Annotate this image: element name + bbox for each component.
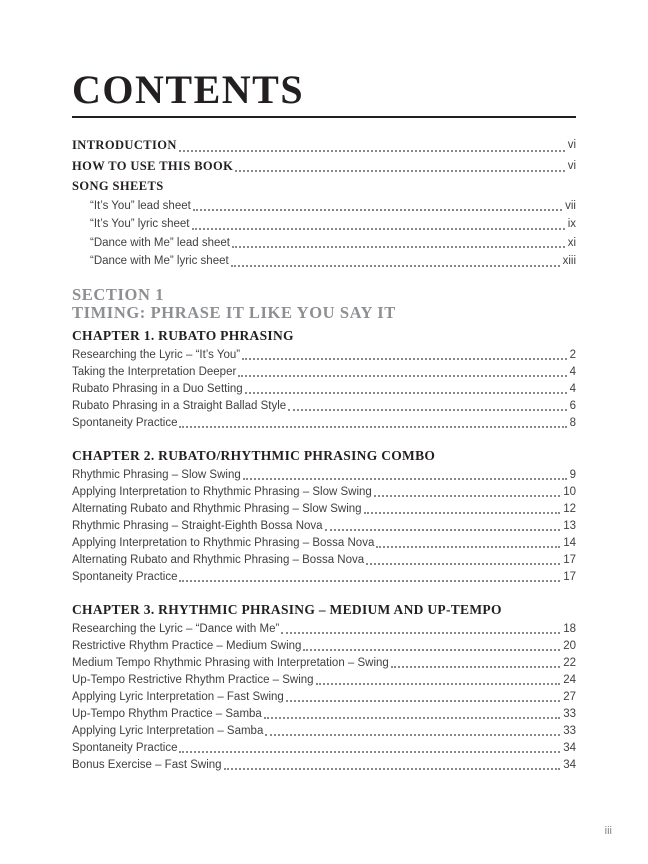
- toc-entry-page: ix: [567, 218, 576, 230]
- toc-entry-page: 20: [563, 639, 576, 652]
- dotted-leader: [235, 170, 564, 172]
- dotted-leader: [192, 228, 565, 230]
- toc-entry: [72, 723, 576, 740]
- title-rule: [72, 116, 576, 118]
- dotted-leader: [193, 209, 562, 211]
- dotted-leader: [243, 478, 567, 480]
- toc-entry-page: xi: [567, 236, 576, 249]
- toc-entry-label: SONG SHEETS: [72, 179, 164, 193]
- dotted-leader: [179, 426, 566, 428]
- dotted-leader: [286, 700, 560, 702]
- toc-entry-label: Applying Lyric Interpretation – Fast Swing: [72, 690, 284, 703]
- dotted-leader: [179, 580, 560, 582]
- front-matter-list: [72, 135, 576, 271]
- dotted-leader: [325, 529, 561, 531]
- toc-entry-label: Rhythmic Phrasing – Slow Swing: [72, 468, 241, 481]
- chapter-block: [72, 600, 576, 774]
- toc-entry-page: 27: [563, 690, 576, 703]
- toc-entry-page: 6: [569, 399, 576, 412]
- chapter-title: CHAPTER 3. RHYTHMIC PHRASING – MEDIUM AND UP-TEMPO: [72, 601, 502, 617]
- toc-entry-page: 18: [563, 622, 576, 635]
- toc-entry: [72, 621, 576, 638]
- toc-entry-label: Up-Tempo Restrictive Rhythm Practice – Swing: [72, 673, 314, 686]
- toc-entry-page: vi: [567, 139, 576, 151]
- toc-entry-label: “Dance with Me” lyric sheet: [90, 255, 229, 267]
- toc-entry-label: “It’s You” lead sheet: [90, 199, 191, 212]
- dotted-leader: [179, 751, 560, 753]
- toc-entry-label: “It’s You” lyric sheet: [90, 218, 190, 230]
- toc-entry: [72, 381, 576, 398]
- dotted-leader: [264, 717, 560, 719]
- section-heading: [72, 286, 576, 322]
- toc-entry: [72, 535, 576, 552]
- chapter-title: CHAPTER 1. RUBATO PHRASING: [72, 327, 294, 343]
- toc-entry-label: Taking the Interpretation Deeper: [72, 365, 237, 378]
- toc-entry-page: 13: [563, 519, 576, 532]
- page-title: CONTENTS: [72, 67, 305, 112]
- toc-entry: [72, 706, 576, 723]
- dotted-leader: [376, 546, 560, 548]
- toc-entry-label: “Dance with Me” lead sheet: [90, 236, 230, 249]
- toc-entry-page: xiii: [562, 255, 576, 267]
- dotted-leader: [245, 392, 567, 394]
- toc-entry-label: Medium Tempo Rhythmic Phrasing with Interpretation – Swing: [72, 656, 389, 669]
- toc-entry-label: Researching the Lyric – “Dance with Me”: [72, 622, 280, 635]
- toc-entry: [72, 569, 576, 586]
- dotted-leader: [238, 375, 566, 377]
- toc-entry-label: Alternating Rubato and Rhythmic Phrasing – Bossa Nova: [72, 553, 365, 566]
- dotted-leader: [232, 246, 565, 248]
- chapter-block: [72, 326, 576, 432]
- toc-entry: [72, 415, 576, 432]
- section-title: TIMING: PHRASE IT LIKE YOU SAY IT: [72, 302, 396, 322]
- toc-entry-label: Rubato Phrasing in a Duo Setting: [72, 382, 243, 395]
- dotted-leader: [265, 734, 560, 736]
- dotted-leader: [242, 358, 566, 360]
- toc-entry: [72, 467, 576, 484]
- dotted-leader: [179, 150, 565, 152]
- toc-entry-label: INTRODUCTION: [72, 138, 177, 152]
- toc-entry: [72, 234, 576, 253]
- dotted-leader: [374, 495, 560, 497]
- toc-entry: [72, 215, 576, 234]
- dotted-leader: [231, 265, 560, 267]
- page-folio: iii: [604, 825, 612, 837]
- toc-entry: [72, 672, 576, 689]
- toc-entry: [72, 655, 576, 672]
- toc-entry: [72, 156, 576, 177]
- toc-entry: [72, 347, 576, 364]
- toc-entry-page: 34: [563, 741, 576, 754]
- toc-entry-label: Researching the Lyric – “It’s You”: [72, 348, 241, 361]
- toc-entry-label: HOW TO USE THIS BOOK: [72, 158, 234, 173]
- toc-entry-label: Rhythmic Phrasing – Straight-Eighth Bossa Nova: [72, 519, 323, 532]
- toc-entry: [72, 398, 576, 415]
- toc-entry-page: 9: [569, 468, 576, 481]
- chapter-list: [72, 326, 576, 774]
- toc-entry-label: Spontaneity Practice: [72, 741, 178, 754]
- dotted-leader: [281, 632, 560, 634]
- toc-entry-page: 33: [563, 707, 576, 720]
- toc-entry-label: Applying Lyric Interpretation – Samba: [72, 724, 264, 737]
- toc-entry-page: 8: [569, 416, 576, 429]
- toc-entry-page: 2: [569, 348, 576, 361]
- toc-entry-page: 17: [563, 570, 576, 583]
- chapter-entry-list: [72, 467, 576, 586]
- toc-entry: [72, 689, 576, 706]
- chapter-entry-list: [72, 621, 576, 774]
- toc-entry: [72, 638, 576, 655]
- toc-entry-page: 10: [563, 485, 576, 498]
- toc-entry: [72, 740, 576, 757]
- toc-entry-page: vii: [565, 199, 576, 212]
- toc-entry: [72, 252, 576, 271]
- toc-entry-page: 33: [563, 724, 576, 737]
- toc-entry-page: 12: [563, 502, 576, 515]
- chapter-block: [72, 446, 576, 586]
- toc-entry: [72, 176, 576, 197]
- dotted-leader: [288, 409, 566, 411]
- toc-entry: [72, 757, 576, 774]
- toc-entry-page: 34: [563, 758, 576, 771]
- toc-entry-label: Applying Interpretation to Rhythmic Phrasing – Bossa Nova: [72, 536, 375, 549]
- dotted-leader: [391, 666, 560, 668]
- toc-entry-label: Bonus Exercise – Fast Swing: [72, 758, 222, 771]
- toc-entry-label: Applying Interpretation to Rhythmic Phrasing – Slow Swing: [72, 485, 372, 498]
- toc-entry-label: Spontaneity Practice: [72, 570, 178, 583]
- chapter-title: CHAPTER 2. RUBATO/RHYTHMIC PHRASING COMBO: [72, 447, 436, 463]
- section-number: SECTION 1: [72, 284, 165, 304]
- toc-entry: [72, 518, 576, 535]
- toc-entry: [72, 484, 576, 501]
- toc-entry: [72, 197, 576, 216]
- toc-entry-page: 24: [563, 673, 576, 686]
- dotted-leader: [224, 768, 561, 770]
- dotted-leader: [366, 563, 560, 565]
- dotted-leader: [316, 683, 561, 685]
- toc-entry: [72, 501, 576, 518]
- toc-entry-page: 22: [563, 656, 576, 669]
- toc-entry-page: 17: [563, 553, 576, 566]
- toc-entry: [72, 552, 576, 569]
- toc-entry-label: Spontaneity Practice: [72, 416, 178, 429]
- chapter-entry-list: [72, 347, 576, 432]
- toc-entry-page: 4: [569, 382, 576, 395]
- toc-entry-page: 14: [563, 536, 576, 549]
- toc-entry-label: Alternating Rubato and Rhythmic Phrasing – Slow Swing: [72, 502, 362, 515]
- toc-entry: [72, 135, 576, 156]
- toc-entry-page: vi: [567, 159, 576, 172]
- dotted-leader: [364, 512, 561, 514]
- dotted-leader: [303, 649, 560, 651]
- toc-entry-page: 4: [569, 365, 576, 378]
- toc-entry-label: Restrictive Rhythm Practice – Medium Swing: [72, 639, 302, 652]
- toc-entry-label: Rubato Phrasing in a Straight Ballad Style: [72, 399, 287, 412]
- toc-entry-label: Up-Tempo Rhythm Practice – Samba: [72, 707, 262, 720]
- toc-entry: [72, 364, 576, 381]
